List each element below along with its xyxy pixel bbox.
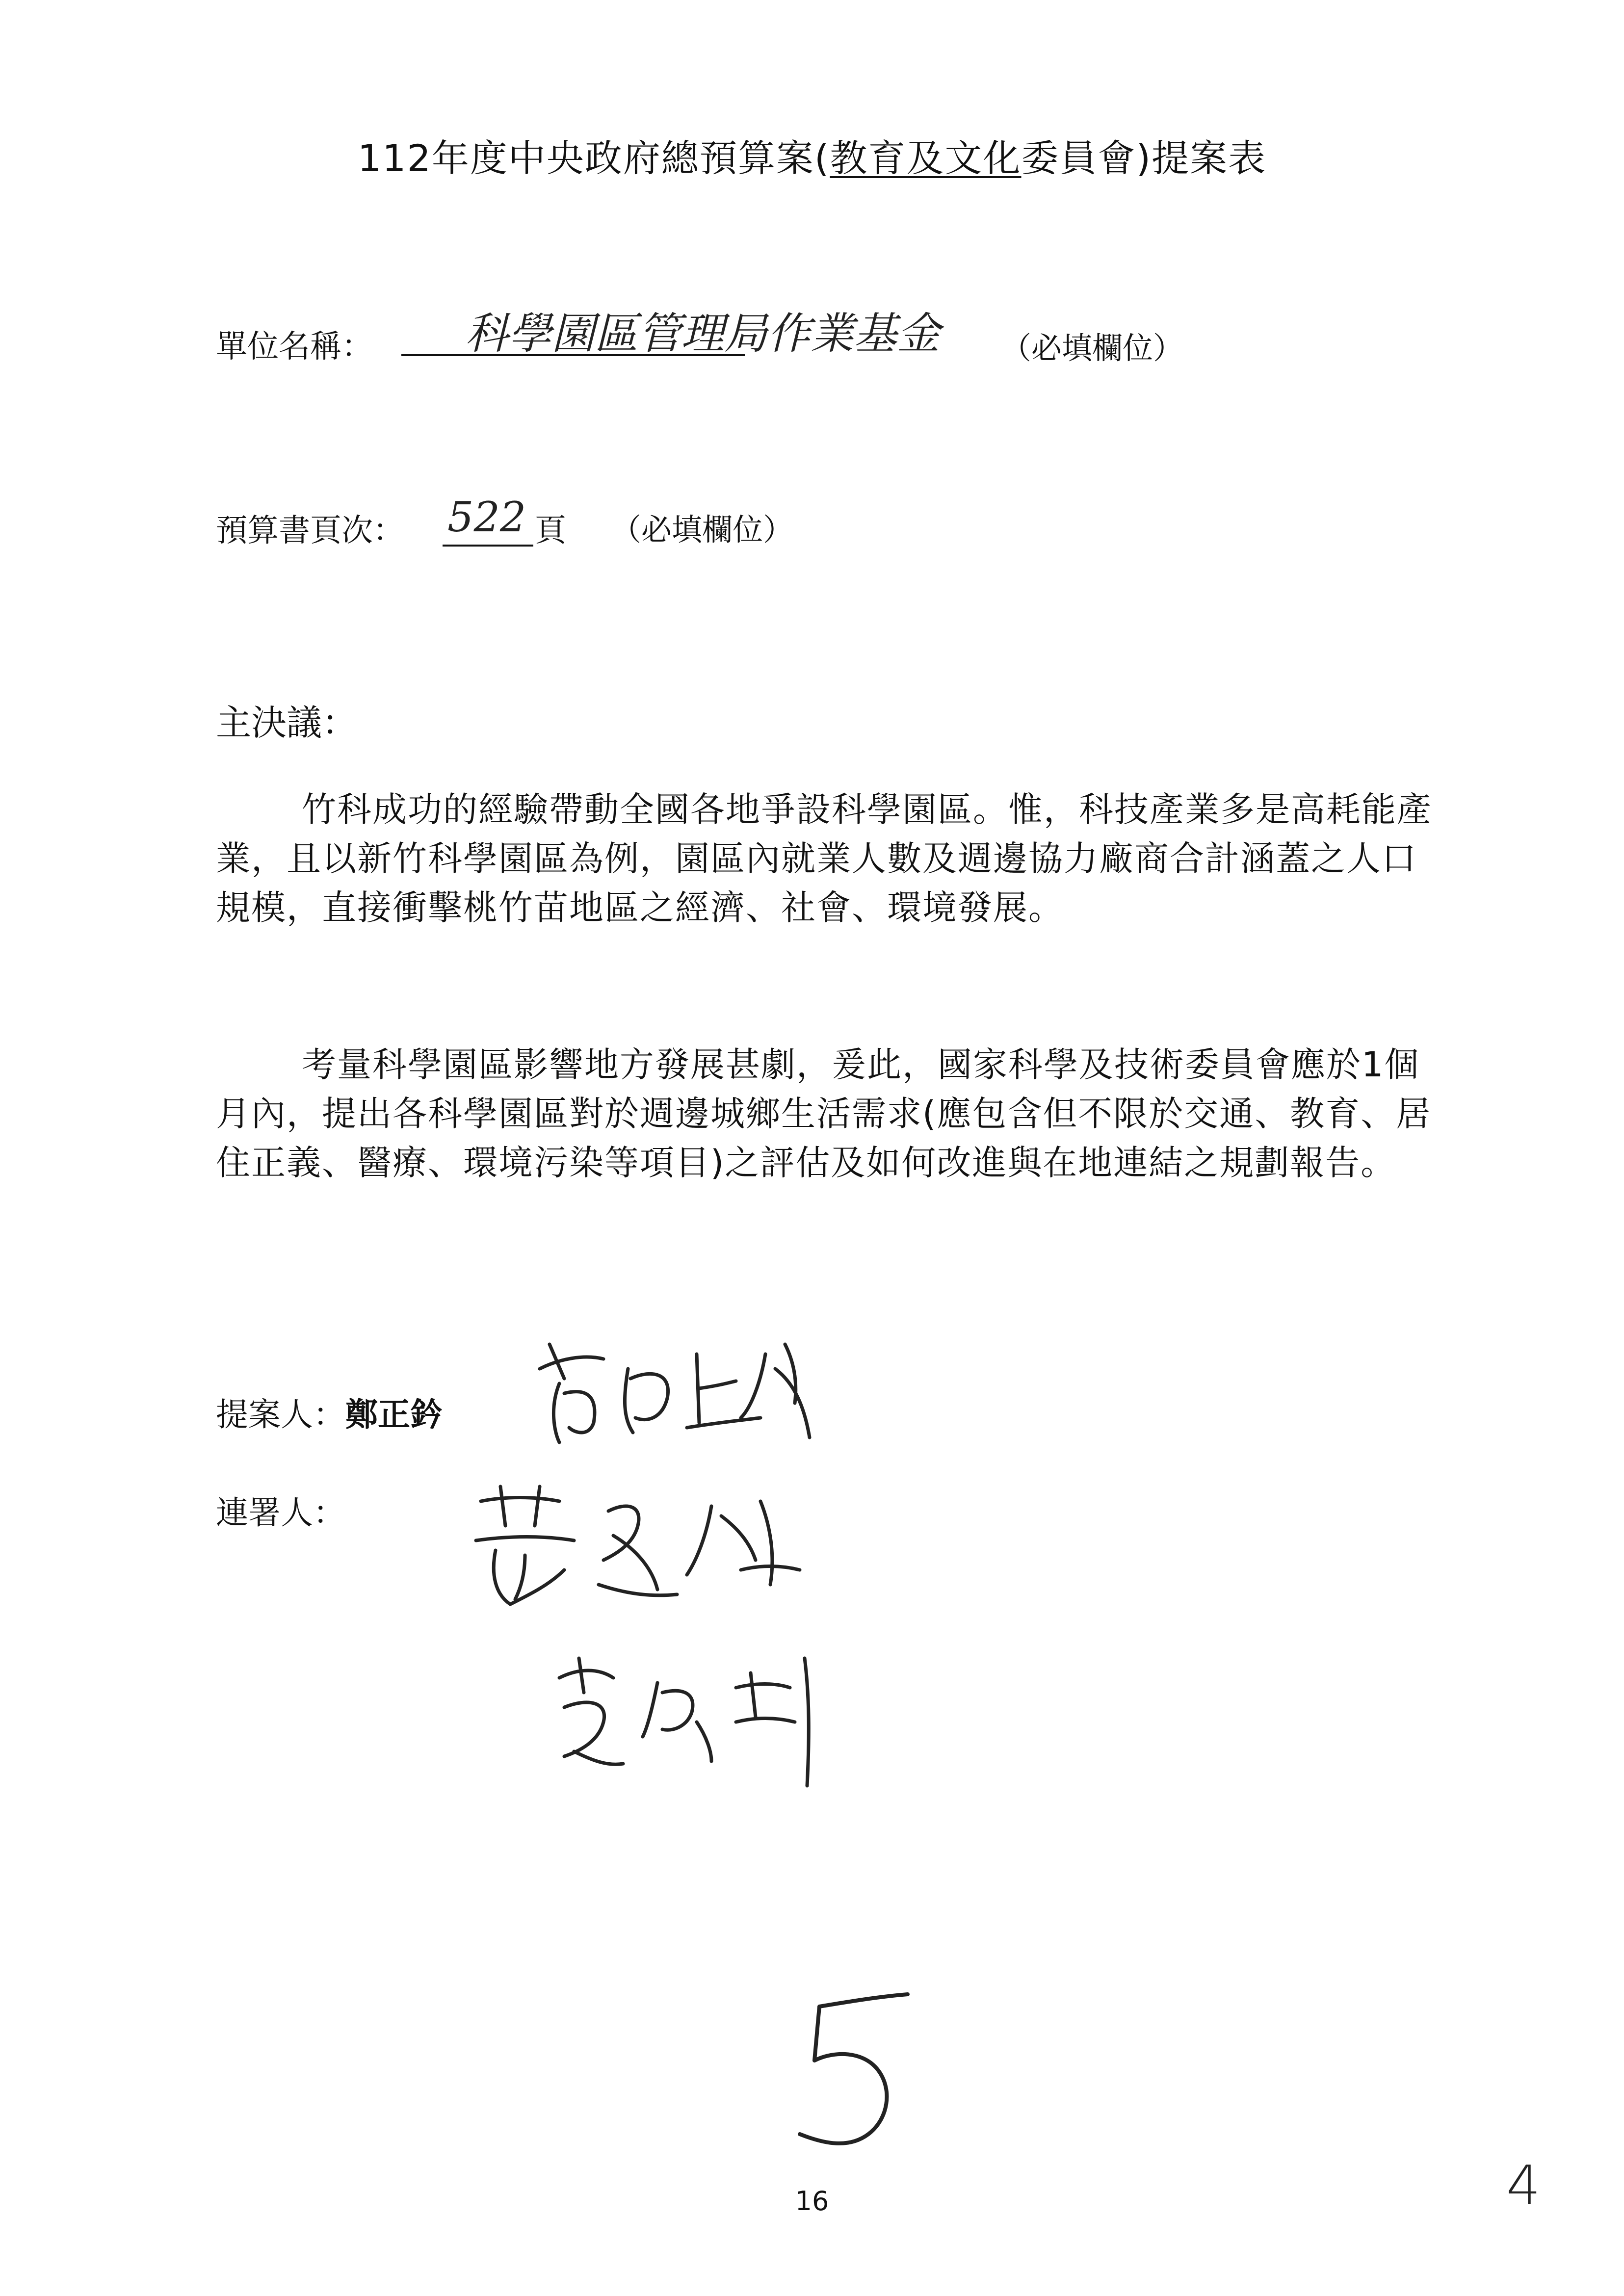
corner-handwritten-number: 4	[1506, 2154, 1541, 2217]
unit-handwritten-value: 科學園區管理局作業基金	[465, 308, 941, 359]
budget-page-line	[443, 493, 533, 547]
unit-note: （必填欄位）	[1001, 330, 1184, 366]
proposer-signature	[530, 1325, 844, 1462]
cosigner-signature-2	[550, 1639, 834, 1796]
main-resolution-heading: 主決議：	[216, 702, 358, 743]
cosigner-signature-1	[466, 1472, 839, 1619]
cosigners-label: 連署人：	[216, 1494, 345, 1532]
budget-page-note: （必填欄位）	[611, 512, 794, 548]
unit-row	[216, 321, 373, 366]
proposer-row	[216, 1388, 443, 1435]
budget-page-handwritten-value: 522	[447, 493, 526, 541]
budget-page-suffix: 頁	[535, 513, 566, 549]
proposer-name: 鄭正鈐	[345, 1396, 443, 1434]
title-prefix: 112年度中央政府總預算案(	[357, 136, 830, 180]
proposer-label: 提案人：	[216, 1396, 345, 1434]
unit-label: 單位名稱：	[216, 329, 373, 365]
title-suffix: 委員會)提案表	[1021, 136, 1267, 180]
handwritten-number-5	[780, 1987, 927, 2154]
budget-page-label: 預算書頁次：	[216, 513, 404, 549]
unit-value-line	[401, 308, 941, 359]
resolution-paragraph-1: 竹科成功的經驗帶動全國各地爭設科學園區。惟，科技產業多是高耗能產業，且以新竹科學園區為例，園區內就業人數及週邊協力廠商合計涵蓋之人口規模，直接衝擊桃竹苗地區之經濟、社會、環境發展。	[216, 789, 1432, 928]
title-committee: 教育及文化	[830, 136, 1022, 180]
document-title	[0, 129, 1624, 182]
resolution-paragraph-2: 考量科學園區影響地方發展甚劇，爰此，國家科學及技術委員會應於1個月內，提出各科學園區對於週邊城鄉生活需求(應包含但不限於交通、教育、居住正義、醫療、環境污染等項目)之評估及如何改進與在地連結之規劃報告。	[216, 1044, 1432, 1183]
page-number: 16	[795, 2186, 829, 2217]
